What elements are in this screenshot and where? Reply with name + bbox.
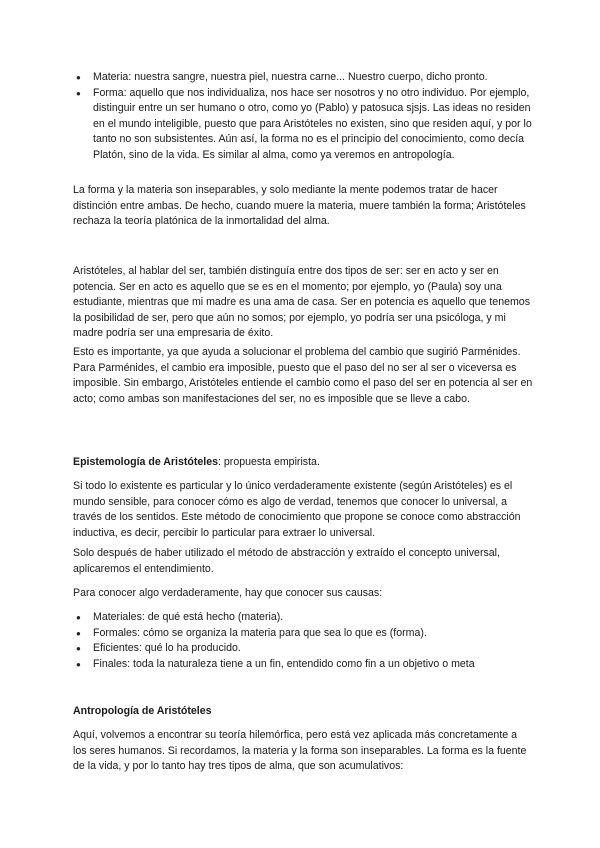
paragraph-causas-intro: Para conocer algo verdaderamente, hay que conocer sus causas: [73, 587, 383, 599]
list-item: ● Forma: aquello que nos individualiza, nos hace ser nosotros y no otro individuo. Por ejemplo, distinguir entre un ser humano o otro, como yo (Pablo) y patosuca sjsjs. Las ideas no residen en el mundo inteligible, puesto que para Aristóteles no existen, sino que residen aquí, y por lo tanto no son subsistentes. Aún así, la forma no es el principio del conocimiento, como decía Platón, sino de la vida. Es similar al alma, como ya veremos en antropología. [73, 86, 533, 164]
paragraph-entendimiento: Solo después de haber utilizado el método de abstracción y extraído el concepto universal, aplicaremos el entendimiento. [73, 547, 500, 575]
paragraph-abstraccion: Si todo lo existente es particular y lo único verdaderamente existente (según Aristóteles) es el mundo sensible, para conocer cómo es algo de verdad, tenemos que conocer lo universal, a través de los sentidos. Este método de conocimiento que propone se conoce como abstracción inductiva, es decir, percibir lo particular para extraer lo universal. [73, 480, 521, 539]
paragraph-forma-materia: La forma y la materia son inseparables, y solo mediante la mente podemos tratar de hacer distinción entre ambas. De hecho, cuando muere la materia, muere también la forma; Aristóteles rechaza la teoría platónica de la inmortalidad del alma. [73, 184, 526, 228]
paragraph-antropologia: Aquí, volvemos a encontrar su teoría hilemórfica, pero está vez aplicada más concretamente a los seres humanos. Si recordamos, la materia y la forma son inseparables. La forma es la fuente de la vida, y por lo tanto hay tres tipos de alma, que son acumulativos: [73, 729, 527, 773]
list-item: ● Materiales: de qué está hecho (materia). [73, 610, 533, 626]
list-item: ● Formales: cómo se organiza la materia para que sea lo que es (forma). [73, 626, 533, 642]
heading-epistemologia [73, 455, 533, 471]
paragraph-acto-potencia: Aristóteles, al hablar del ser, también distinguía entre dos tipos de ser: ser en acto y ser en potencia. Ser en acto es aquello que se es en el momento; por ejemplo, yo (Paula) soy una estudiante, mientras que mi madre es una ama de casa. Ser en potencia es aquello que tenemos la posibilidad de ser, pero que aún no somos; por ejemplo, yo podría ser una psicóloga, y mi madre podría ser una empresaria de éxito. [73, 265, 530, 340]
causas-list [73, 610, 533, 672]
heading-epistemologia-bold: Epistemología de Aristóteles [73, 456, 219, 468]
list-item: ● Finales: toda la naturaleza tiene a un fin, entendido como fin a un objetivo o meta [73, 657, 533, 673]
list-item: ● Materia: nuestra sangre, nuestra piel, nuestra carne... Nuestro cuerpo, dicho pronto. [73, 70, 533, 86]
materia-forma-list [73, 70, 533, 164]
paragraph-cambio: Esto es importante, ya que ayuda a solucionar el problema del cambio que sugirió Parménides. Para Parménides, el cambio era imposible, puesto que el paso del no ser al ser o viceversa es imposible. Sin embargo, Aristóteles entiende el cambio como el paso del ser en potencia al ser en acto; como ambas son manifestaciones del ser, no es imposible que se lleve a cabo. [73, 346, 533, 405]
list-item: ● Eficientes: qué lo ha producido. [73, 641, 533, 657]
heading-epistemologia-rest: : propuesta empirista. [218, 456, 320, 468]
heading-antropologia: Antropología de Aristóteles [73, 705, 212, 717]
